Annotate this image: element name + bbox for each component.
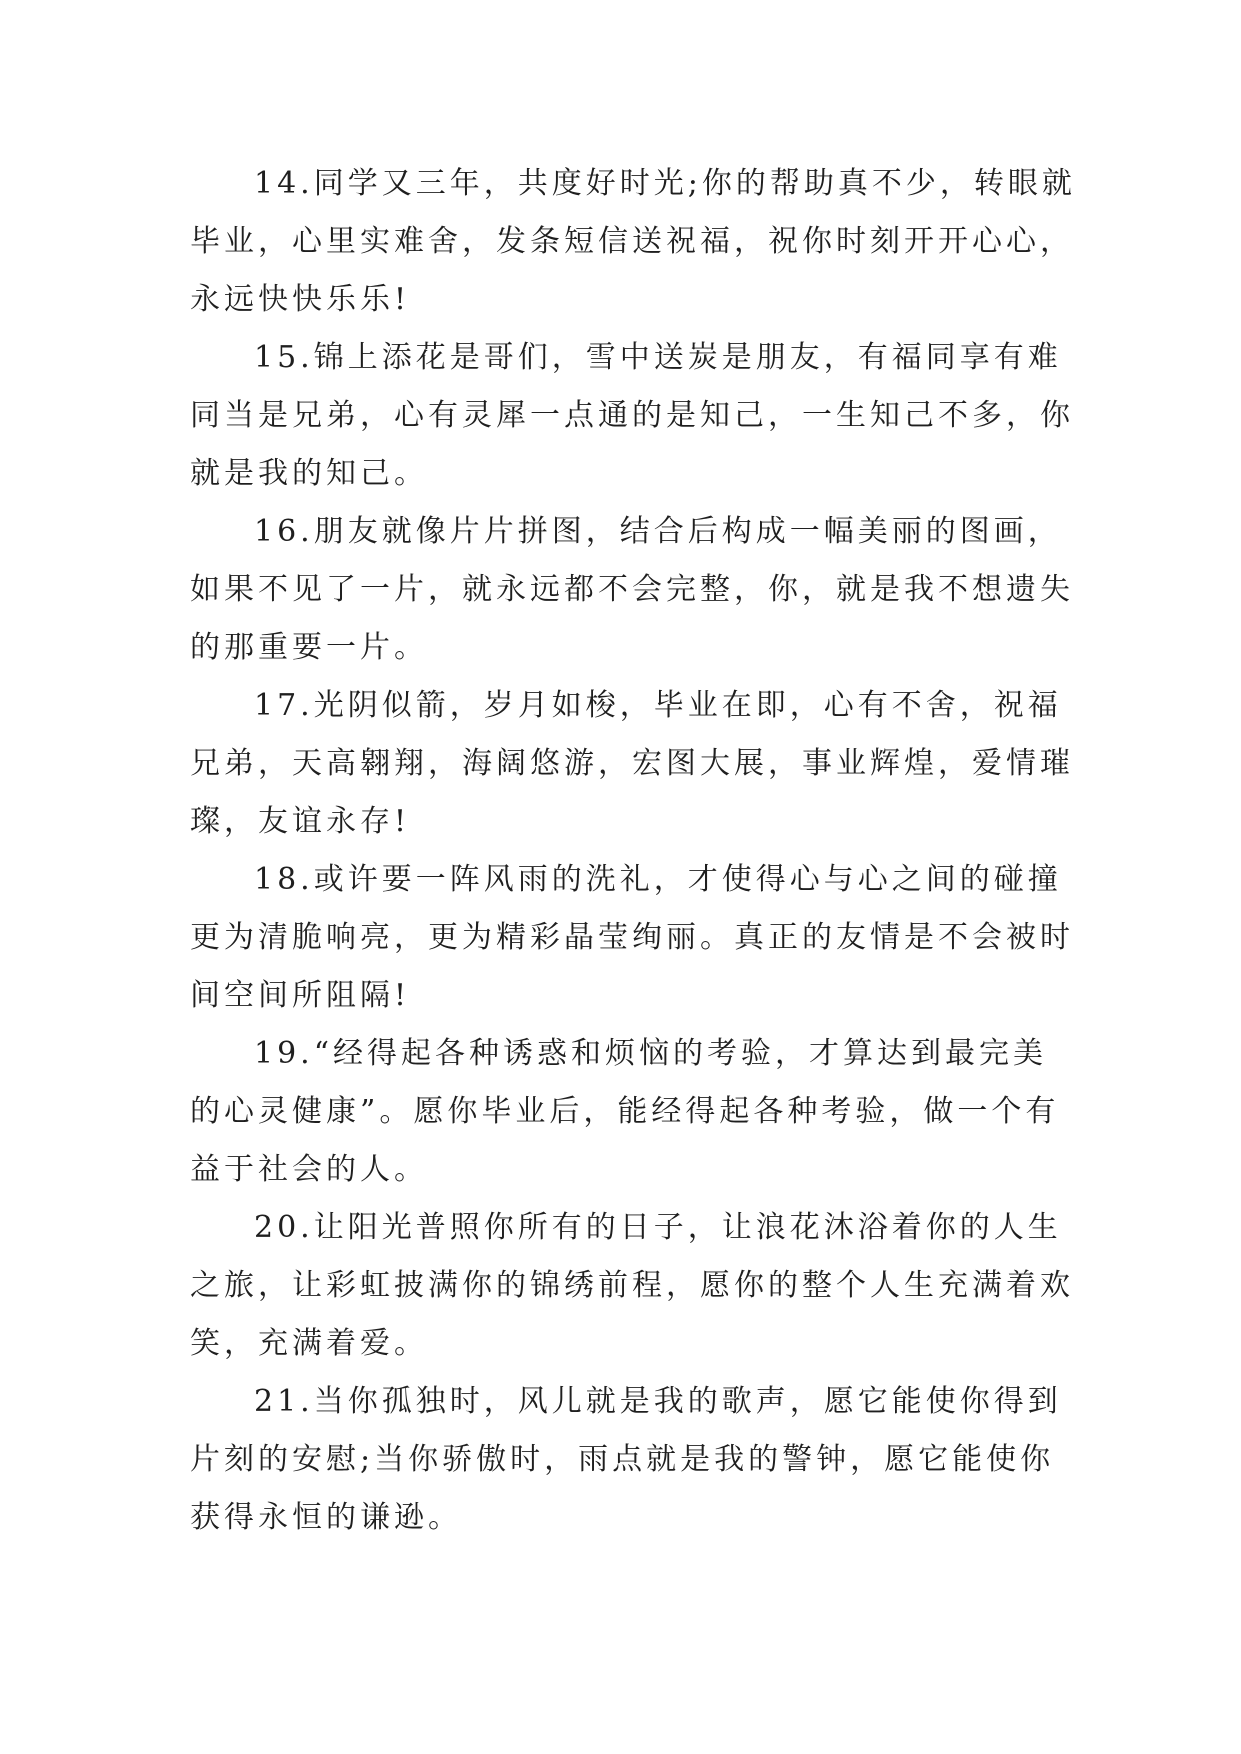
paragraph-line: 如果不见了一片，就永远都不会完整，你，就是我不想遗失 <box>190 572 1074 607</box>
paragraph-line: 之旅，让彩虹披满你的锦绣前程，愿你的整个人生充满着欢 <box>190 1268 1074 1303</box>
paragraph-line: 片刻的安慰;当你骄傲时，雨点就是我的警钟，愿它能使你 <box>190 1442 1055 1477</box>
paragraph-line: 就是我的知己。 <box>190 456 428 491</box>
paragraph-line: 更为清脆响亮，更为精彩晶莹绚丽。真正的友情是不会被时 <box>190 920 1074 955</box>
paragraph-17 <box>190 677 1074 851</box>
paragraph-line: 同当是兄弟，心有灵犀一点通的是知己，一生知己不多，你 <box>190 398 1074 433</box>
paragraph-line: 14.同学又三年，共度好时光;你的帮助真不少，转眼就 <box>254 166 1076 201</box>
document-body <box>190 155 1076 1547</box>
paragraph-line: 17.光阴似箭，岁月如梭，毕业在即，心有不舍，祝福 <box>254 688 1062 723</box>
paragraph-line: 的那重要一片。 <box>190 630 428 665</box>
paragraph-line: 16.朋友就像片片拼图，结合后构成一幅美丽的图画， <box>254 514 1062 549</box>
paragraph-line: 21.当你孤独时，风儿就是我的歌声，愿它能使你得到 <box>254 1384 1062 1419</box>
paragraph-line: 的心灵健康”。愿你毕业后，能经得起各种考验，做一个有 <box>190 1094 1060 1129</box>
paragraph-line: 毕业，心里实难舍，发条短信送祝福，祝你时刻开开心心， <box>190 224 1074 259</box>
paragraph-line: 璨，友谊永存! <box>190 804 411 839</box>
paragraph-line: 20.让阳光普照你所有的日子，让浪花沐浴着你的人生 <box>254 1210 1062 1245</box>
paragraph-line: 兄弟，天高翱翔，海阔悠游，宏图大展，事业辉煌，爱情璀 <box>190 746 1074 781</box>
paragraph-18 <box>190 851 1074 1025</box>
paragraph-21 <box>190 1373 1060 1547</box>
paragraph-line: 益于社会的人。 <box>190 1152 428 1187</box>
paragraph-15 <box>190 329 1074 503</box>
paragraph-14 <box>190 155 1076 329</box>
paragraph-20 <box>190 1199 1074 1373</box>
paragraph-19 <box>190 1025 1060 1199</box>
paragraph-line: 间空间所阻隔! <box>190 978 411 1013</box>
paragraph-line: 获得永恒的谦逊。 <box>190 1500 462 1535</box>
paragraph-line: 永远快快乐乐! <box>190 282 411 317</box>
paragraph-line: 15.锦上添花是哥们，雪中送炭是朋友，有福同享有难 <box>254 340 1062 375</box>
paragraph-line: 18.或许要一阵风雨的洗礼，才使得心与心之间的碰撞 <box>254 862 1062 897</box>
paragraph-line: 笑，充满着爱。 <box>190 1326 428 1361</box>
paragraph-16 <box>190 503 1074 677</box>
paragraph-line: 19.“经得起各种诱惑和烦恼的考验，才算达到最完美 <box>254 1036 1048 1071</box>
